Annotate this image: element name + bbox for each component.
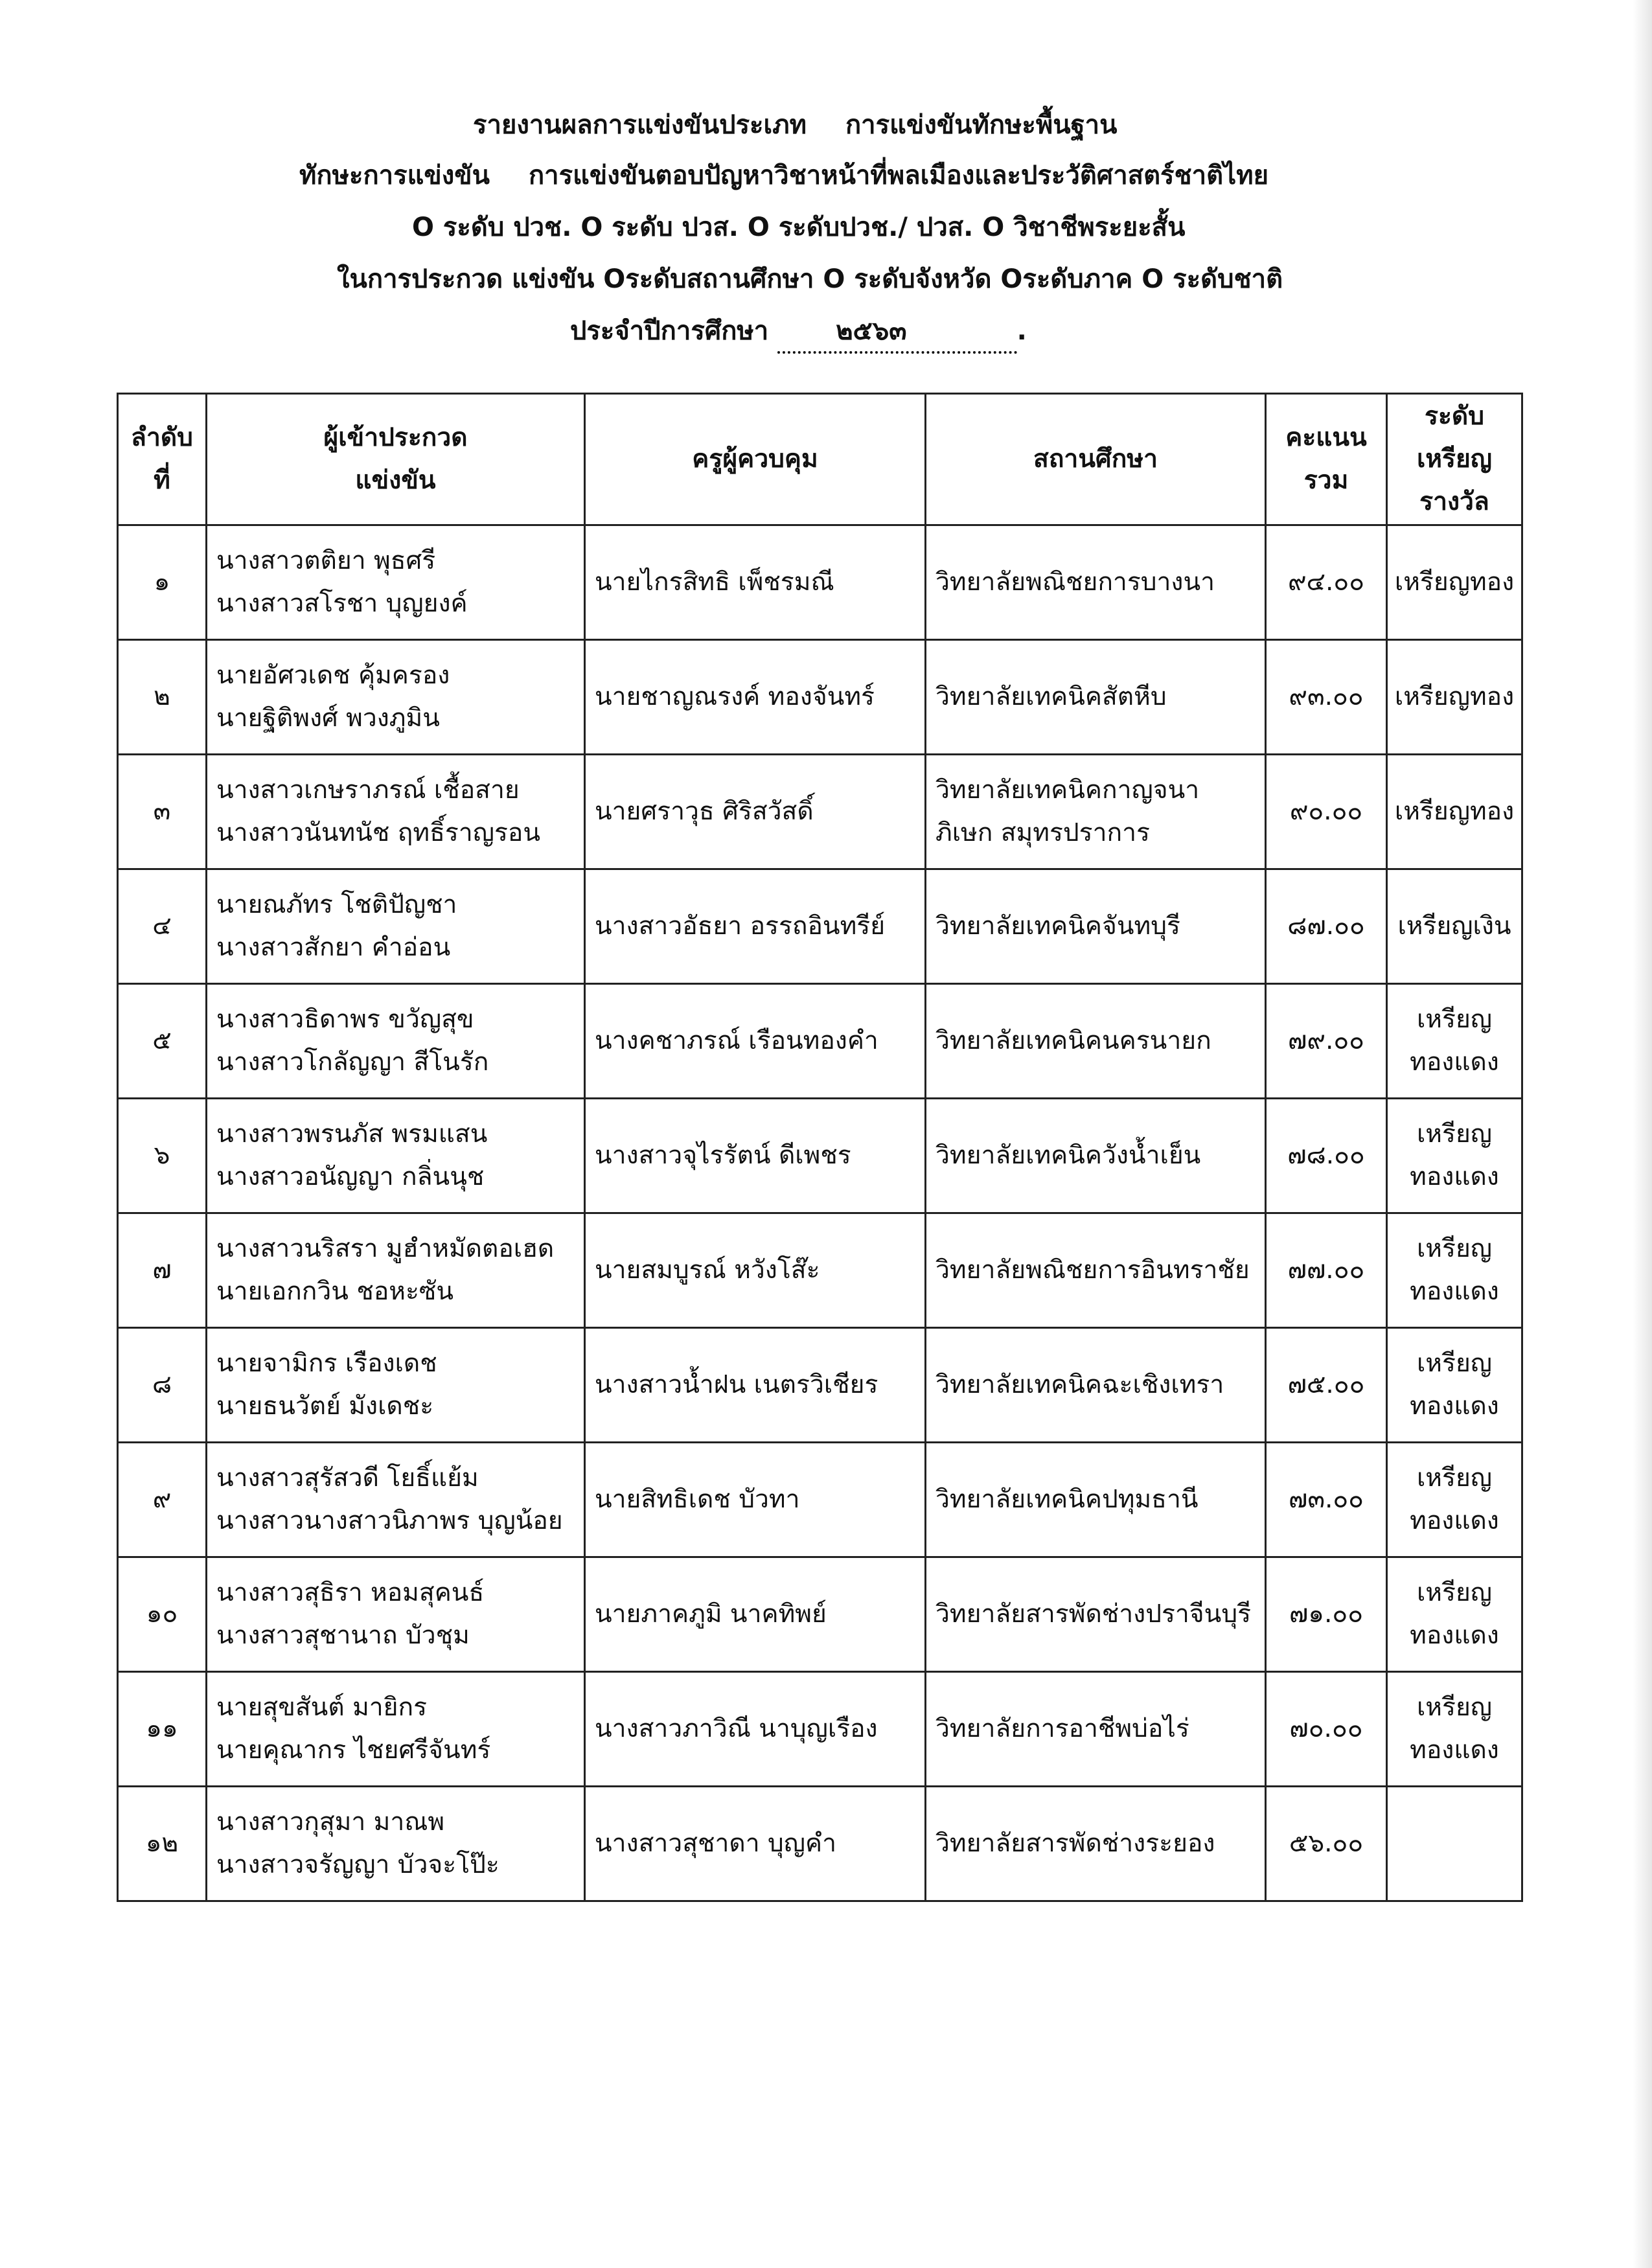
participant-2: นางสาวสโรชา บุญยงค์	[216, 589, 468, 618]
level-options-line: O ระดับ ปวช. O ระดับ ปวส. O ระดับปวช./ ปวส. O วิชาชีพระยะสั้น	[412, 212, 1186, 242]
participants-cell	[207, 984, 585, 1099]
row-number: ๗	[118, 1213, 207, 1328]
participant-1: นายสุขสันต์ มายิกร	[216, 1693, 428, 1722]
participant-1: นางสาวนริสรา มูฮำหมัดตอเฮด	[216, 1234, 555, 1263]
table-row	[118, 525, 1522, 640]
table-row	[118, 1328, 1522, 1443]
participant-1: นางสาวสุธิรา หอมสุคนธ์	[216, 1578, 485, 1607]
participants-cell	[207, 1328, 585, 1443]
table-row	[118, 869, 1522, 984]
school-cell	[926, 1787, 1266, 1901]
row-number: ๑๑	[118, 1672, 207, 1787]
participants-cell	[207, 869, 585, 984]
teacher-cell: นายสมบูรณ์ หวังโส๊ะ	[585, 1213, 926, 1328]
table-row	[118, 755, 1522, 869]
table-row	[118, 1443, 1522, 1557]
teacher-cell: นายไกรสิทธิ เพ็ชรมณี	[585, 525, 926, 640]
participant-1: นางสาวกุสุมา มาณพ	[216, 1807, 445, 1837]
report-type-label: รายงานผลการแข่งขันประเภท	[473, 110, 807, 140]
participants-cell	[207, 525, 585, 640]
participant-2: นางสาวสักยา คำอ่อน	[216, 933, 451, 962]
school-cell	[926, 869, 1266, 984]
award-cell	[1387, 640, 1522, 755]
participant-2: นางสาวนางสาวนิภาพร บุญน้อย	[216, 1506, 563, 1535]
table-row	[118, 1672, 1522, 1787]
score-cell: ๗๕.๐๐	[1266, 1328, 1387, 1443]
award-cell	[1387, 1672, 1522, 1787]
score-cell: ๗๑.๐๐	[1266, 1557, 1387, 1672]
school-line-1: วิทยาลัยพณิชยการอินทราชัย	[935, 1255, 1250, 1285]
participant-2: นางสาวอนัญญา กลิ่นนุช	[216, 1162, 485, 1191]
row-number: ๔	[118, 869, 207, 984]
participant-1: นางสาวเกษราภรณ์ เชื้อสาย	[216, 775, 520, 805]
school-cell	[926, 1672, 1266, 1787]
participants-cell	[207, 1557, 585, 1672]
award-line-2: ทองแดง	[1410, 1506, 1499, 1535]
participant-1: นายณภัทร โชติปัญชา	[216, 890, 457, 919]
award-line-1: เหรียญ	[1416, 1578, 1493, 1607]
results-table-body	[118, 525, 1522, 1901]
score-cell: ๗๙.๐๐	[1266, 984, 1387, 1099]
school-cell	[926, 1213, 1266, 1328]
school-line-1: วิทยาลัยสารพัดช่างระยอง	[935, 1829, 1215, 1858]
award-cell	[1387, 984, 1522, 1099]
report-type-line	[473, 104, 1117, 145]
teacher-cell: นายศราวุธ ศิริสวัสดิ์	[585, 755, 926, 869]
award-line-1: เหรียญ	[1416, 1234, 1493, 1263]
participants-cell	[207, 755, 585, 869]
table-row	[118, 640, 1522, 755]
skill-label: ทักษะการแข่งขัน	[299, 161, 490, 190]
row-number: ๕	[118, 984, 207, 1099]
row-number: ๑๐	[118, 1557, 207, 1672]
award-cell	[1387, 755, 1522, 869]
table-row	[118, 984, 1522, 1099]
school-line-2: ภิเษก สมุทรปราการ	[935, 818, 1150, 847]
teacher-cell: นางสาวน้ำฝน เนตรวิเชียร	[585, 1328, 926, 1443]
school-line-1: วิทยาลัยเทคนิคจันทบุรี	[935, 911, 1180, 941]
participants-cell	[207, 1099, 585, 1213]
award-line-2: ทองแดง	[1410, 1048, 1499, 1077]
participant-2: นายคุณากร ไชยศรีจันทร์	[216, 1735, 491, 1765]
report-type-value: การแข่งขันทักษะพื้นฐาน	[845, 110, 1118, 140]
participant-2: นางสาวจรัญญา บัวจะโป๊ะ	[216, 1850, 499, 1879]
school-line-1: วิทยาลัยเทคนิคนครนายก	[935, 1026, 1211, 1055]
school-cell	[926, 1443, 1266, 1557]
award-line-1: เหรียญเงิน	[1397, 911, 1511, 941]
table-row	[118, 1787, 1522, 1901]
participants-cell	[207, 1787, 585, 1901]
participant-1: นางสาวพรนภัส พรมแสน	[216, 1119, 488, 1149]
school-cell	[926, 1099, 1266, 1213]
participant-1: นางสาวสุรัสวดี โยธิ์แย้ม	[216, 1463, 479, 1493]
teacher-cell: นายสิทธิเดช บัวทา	[585, 1443, 926, 1557]
score-cell: ๗๗.๐๐	[1266, 1213, 1387, 1328]
participants-cell	[207, 1213, 585, 1328]
score-cell: ๙๐.๐๐	[1266, 755, 1387, 869]
score-cell: ๕๖.๐๐	[1266, 1787, 1387, 1901]
award-line-2: ทองแดง	[1410, 1162, 1499, 1191]
score-cell: ๗๓.๐๐	[1266, 1443, 1387, 1557]
table-row	[118, 1099, 1522, 1213]
row-number: ๑๒	[118, 1787, 207, 1901]
score-cell: ๗๐.๐๐	[1266, 1672, 1387, 1787]
col-header-participants: ผู้เข้าประกวด แข่งขัน	[207, 394, 585, 525]
award-line-1: เหรียญ	[1416, 1463, 1493, 1493]
participant-1: นายอัศวเดช คุ้มครอง	[216, 661, 450, 690]
award-cell	[1387, 1328, 1522, 1443]
row-number: ๙	[118, 1443, 207, 1557]
table-header-row	[118, 394, 1522, 525]
school-cell	[926, 1557, 1266, 1672]
school-cell	[926, 525, 1266, 640]
scan-edge-shadow	[1633, 0, 1652, 2268]
teacher-cell: นางคชาภรณ์ เรือนทองคำ	[585, 984, 926, 1099]
award-line-1: เหรียญทอง	[1394, 797, 1515, 826]
col-header-school: สถานศึกษา	[926, 394, 1266, 525]
award-line-1: เหรียญทอง	[1394, 682, 1515, 711]
school-line-1: วิทยาลัยเทคนิคกาญจนา	[935, 775, 1200, 805]
table-row	[118, 1557, 1522, 1672]
award-line-1: เหรียญ	[1416, 1119, 1493, 1149]
award-cell	[1387, 1557, 1522, 1672]
award-line-1: เหรียญ	[1416, 1349, 1493, 1378]
participants-cell	[207, 1672, 585, 1787]
score-cell: ๗๘.๐๐	[1266, 1099, 1387, 1213]
teacher-cell: นางสาวสุชาดา บุญคำ	[585, 1787, 926, 1901]
col-header-award: ระดับ เหรียญรางวัล	[1387, 394, 1522, 525]
school-cell	[926, 1328, 1266, 1443]
participant-1: นายจามิกร เรืองเดช	[216, 1349, 437, 1378]
participant-2: นางสาวนันทนัช ฤทธิ์ราญรอน	[216, 818, 540, 847]
school-cell	[926, 984, 1266, 1099]
award-line-2: ทองแดง	[1410, 1277, 1499, 1306]
award-line-1: เหรียญทอง	[1394, 567, 1515, 597]
participant-2: นางสาวโกลัญญา สีโนรัก	[216, 1048, 489, 1077]
row-number: ๘	[118, 1328, 207, 1443]
participant-2: นายฐิติพงศ์ พวงภูมิน	[216, 704, 440, 733]
school-line-1: วิทยาลัยพณิชยการบางนา	[935, 567, 1215, 597]
award-cell	[1387, 1099, 1522, 1213]
row-number: ๒	[118, 640, 207, 755]
contest-scope-line: ในการประกวด แข่งขัน Oระดับสถานศึกษา O ระดับจังหวัด Oระดับภาค O ระดับชาติ	[337, 264, 1283, 294]
award-line-2: ทองแดง	[1410, 1735, 1499, 1765]
academic-year-label: ประจำปีการศึกษา	[570, 316, 769, 346]
row-number: ๑	[118, 525, 207, 640]
col-header-no: ลำดับ ที่	[118, 394, 207, 525]
score-cell: ๘๗.๐๐	[1266, 869, 1387, 984]
teacher-cell: นางสาวจุไรรัตน์ ดีเพชร	[585, 1099, 926, 1213]
award-line-2: ทองแดง	[1410, 1392, 1499, 1421]
teacher-cell: นางสาวอัธยา อรรถอินทรีย์	[585, 869, 926, 984]
score-cell: ๙๓.๐๐	[1266, 640, 1387, 755]
participant-2: นางสาวสุชานาถ บัวชุม	[216, 1621, 470, 1650]
school-line-1: วิทยาลัยเทคนิคฉะเชิงเทรา	[935, 1370, 1224, 1399]
award-cell	[1387, 869, 1522, 984]
award-cell	[1387, 1213, 1522, 1328]
academic-year-value: ๒๕๖๓	[777, 310, 1016, 354]
skill-value: การแข่งขันตอบปัญหาวิชาหน้าที่พลเมืองและประวัติศาสตร์ชาติไทย	[528, 161, 1269, 190]
award-line-1: เหรียญ	[1416, 1005, 1493, 1034]
school-cell	[926, 755, 1266, 869]
teacher-cell: นายชาญณรงค์ ทองจันทร์	[585, 640, 926, 755]
academic-year-line: ประจำปีการศึกษา ๒๕๖๓ .	[570, 310, 1027, 354]
col-header-score: คะแนน รวม	[1266, 394, 1387, 525]
results-table	[117, 393, 1523, 1902]
skill-line	[299, 154, 1268, 196]
school-line-1: วิทยาลัยเทคนิคสัตหีบ	[935, 682, 1167, 711]
participant-1: นางสาวตติยา พุธศรี	[216, 546, 436, 575]
teacher-cell: นายภาคภูมิ นาคทิพย์	[585, 1557, 926, 1672]
participants-cell	[207, 1443, 585, 1557]
school-line-1: วิทยาลัยการอาชีพบ่อไร่	[935, 1714, 1189, 1743]
award-line-1: เหรียญ	[1416, 1693, 1493, 1722]
award-cell	[1387, 1443, 1522, 1557]
school-line-1: วิทยาลัยเทคนิคปทุมธานี	[935, 1485, 1199, 1514]
award-line-2: ทองแดง	[1410, 1621, 1499, 1650]
school-cell	[926, 640, 1266, 755]
award-cell	[1387, 525, 1522, 640]
school-line-1: วิทยาลัยสารพัดช่างปราจีนบุรี	[935, 1599, 1252, 1629]
col-header-teacher: ครูผู้ควบคุม	[585, 394, 926, 525]
participants-cell	[207, 640, 585, 755]
participant-2: นายเอกกวิน ชอหะซัน	[216, 1277, 454, 1306]
school-line-1: วิทยาลัยเทคนิควังน้ำเย็น	[935, 1141, 1201, 1170]
award-cell	[1387, 1787, 1522, 1901]
participant-1: นางสาวธิดาพร ขวัญสุข	[216, 1005, 474, 1034]
table-row	[118, 1213, 1522, 1328]
participant-2: นายธนวัตย์ มังเดชะ	[216, 1392, 434, 1421]
teacher-cell: นางสาวภาวิณี นาบุญเรือง	[585, 1672, 926, 1787]
score-cell: ๙๔.๐๐	[1266, 525, 1387, 640]
row-number: ๖	[118, 1099, 207, 1213]
row-number: ๓	[118, 755, 207, 869]
